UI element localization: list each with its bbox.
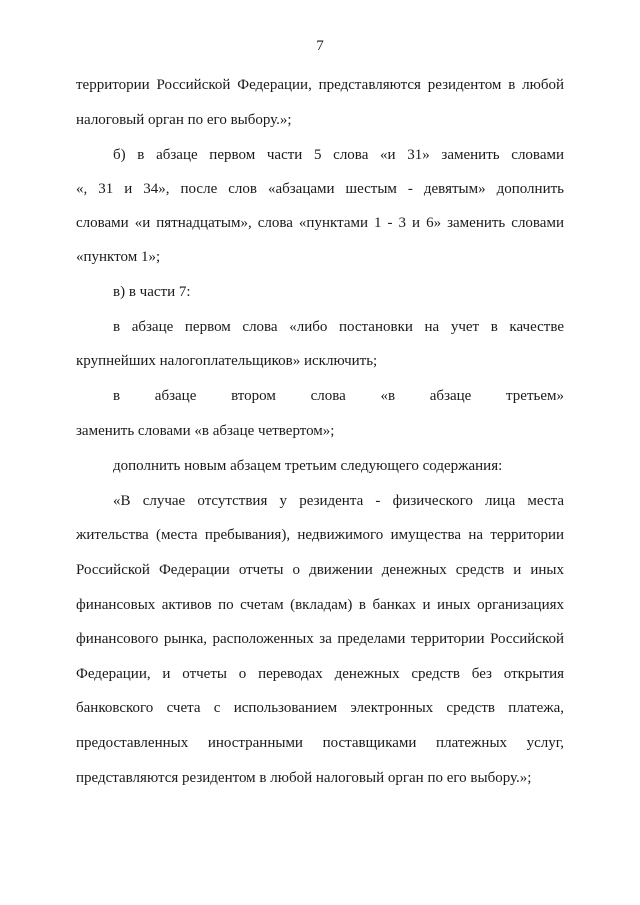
text-line: финансового рынка, расположенных за пределами территории Российской [76, 631, 564, 647]
text-line: в абзаце первом слова «либо постановки на учет в качестве [113, 319, 564, 335]
text-line: предоставленных иностранными поставщиками платежных услуг, [76, 735, 564, 751]
text-line: «пунктом 1»; [76, 249, 161, 265]
text-line: представляются резидентом в любой налоговый орган по его выбору.»; [76, 770, 532, 786]
text-line: словами «и пятнадцатым», слова «пунктами 1 - 3 и 6» заменить словами [76, 215, 564, 231]
text-line: крупнейших налогоплательщиков» исключить; [76, 353, 378, 369]
text-line: дополнить новым абзацем третьим следующего содержания: [113, 458, 503, 474]
text-line: налоговый орган по его выбору.»; [76, 112, 292, 128]
page-number: 7 [316, 38, 324, 54]
text-line: в абзаце втором слова «в абзаце третьем» [113, 388, 564, 404]
text-line: «, 31 и 34», после слов «абзацами шестым - девятым» дополнить [76, 181, 564, 197]
text-line: заменить словами «в абзаце четвертом»; [76, 423, 335, 439]
text-line: жительства (места пребывания), недвижимого имущества на территории [76, 527, 564, 543]
text-line: б) в абзаце первом части 5 слова «и 31» заменить словами [113, 147, 564, 163]
text-line: «В случае отсутствия у резидента - физического лица места [113, 493, 564, 509]
text-line: Российской Федерации отчеты о движении денежных средств и иных [76, 562, 564, 578]
text-line: в) в части 7: [113, 284, 191, 300]
text-line: территории Российской Федерации, представляются резидентом в любой [76, 77, 564, 93]
text-line: финансовых активов по счетам (вкладам) в банках и иных организациях [76, 597, 564, 613]
text-line: банковского счета с использованием электронных средств платежа, [76, 700, 564, 716]
text-line: Федерации, и отчеты о переводах денежных средств без открытия [76, 666, 564, 682]
